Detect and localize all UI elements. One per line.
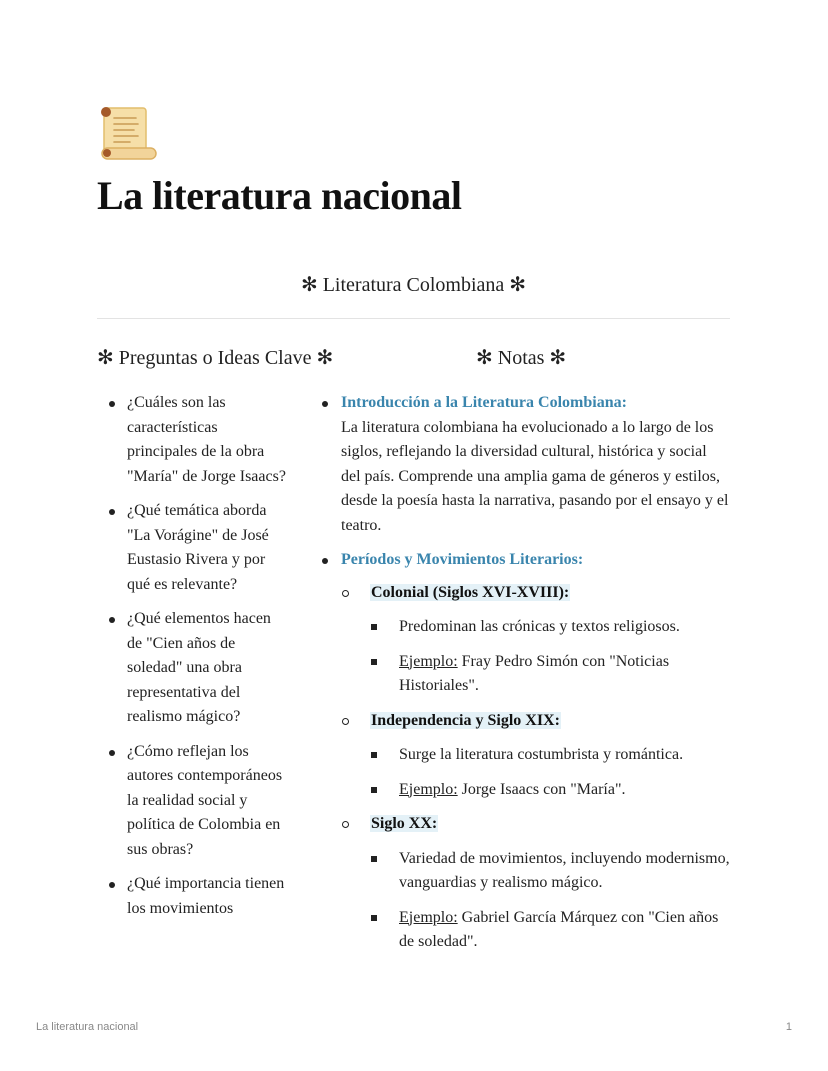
- example-text: Fray Pedro Simón con "Noticias Historiales".: [399, 652, 670, 694]
- period-colonial-details: [370, 615, 730, 699]
- example-label: Ejemplo:: [399, 780, 458, 798]
- notes-list: [320, 391, 730, 965]
- example-text: Gabriel García Márquez con "Cien años de soledad".: [399, 908, 719, 950]
- questions-heading: ✻ Preguntas o Ideas Clave ✻: [97, 347, 334, 369]
- page-title: La literatura nacional: [97, 173, 462, 218]
- notes-heading: ✻ Notas ✻: [476, 347, 567, 369]
- question-item: ¿Qué importancia tienen los movimientos: [108, 872, 288, 921]
- period-independencia-title: Independencia y Siglo XIX:: [371, 711, 560, 729]
- period-independencia-example: [370, 778, 730, 803]
- note-intro: [320, 391, 730, 538]
- note-intro-heading: Introducción a la Literatura Colombiana:: [341, 394, 627, 411]
- example-label: Ejemplo:: [399, 652, 458, 670]
- period-independencia-details: [370, 743, 730, 802]
- section-divider: [97, 318, 730, 319]
- period-colonial: [341, 581, 730, 699]
- note-periods: [320, 548, 730, 955]
- period-siglo-xx-example: [370, 906, 730, 955]
- note-intro-text: La literatura colombiana ha evolucionado a lo largo de los siglos, reflejando la diversidad cultural, histórica y social del país. Comprende una amplia gama de géneros y estilos, desde la poesía hasta la narrativa, pasando por el ensayo y el teatro.: [341, 418, 729, 534]
- scroll-icon: [98, 106, 158, 162]
- note-periods-heading: Períodos y Movimientos Literarios:: [341, 551, 584, 568]
- question-item: ¿Cuáles son las características principales de la obra "María" de Jorge Isaacs?: [108, 391, 288, 489]
- question-item: ¿Cómo reflejan los autores contemporáneos la realidad social y política de Colombia en sus obras?: [108, 740, 288, 863]
- example-text: Jorge Isaacs con "María".: [457, 780, 626, 798]
- period-colonial-example: [370, 650, 730, 699]
- period-siglo-xx-title: Siglo XX:: [371, 815, 438, 832]
- period-independencia-point: Surge la literatura costumbrista y romántica.: [370, 743, 730, 768]
- question-item: ¿Qué temática aborda "La Vorágine" de José Eustasio Rivera y por qué es relevante?: [108, 499, 288, 597]
- section-title: ✻ Literatura Colombiana ✻: [300, 274, 527, 296]
- period-colonial-title: Colonial (Siglos XVI-XVIII):: [371, 583, 570, 601]
- questions-list: [108, 391, 288, 931]
- periods-list: [341, 581, 730, 955]
- period-siglo-xx: [341, 812, 730, 955]
- period-siglo-xx-point: Variedad de movimientos, incluyendo modernismo, vanguardias y realismo mágico.: [370, 847, 730, 896]
- footer-title: La literatura nacional: [36, 1021, 139, 1033]
- example-label: Ejemplo:: [399, 908, 458, 926]
- period-colonial-point: Predominan las crónicas y textos religiosos.: [370, 615, 730, 640]
- footer-page-number: 1: [785, 1021, 792, 1033]
- period-siglo-xx-details: [370, 847, 730, 955]
- period-independencia: [341, 709, 730, 803]
- question-item: ¿Qué elementos hacen de "Cien años de soledad" una obra representativa del realismo mágico?: [108, 607, 288, 730]
